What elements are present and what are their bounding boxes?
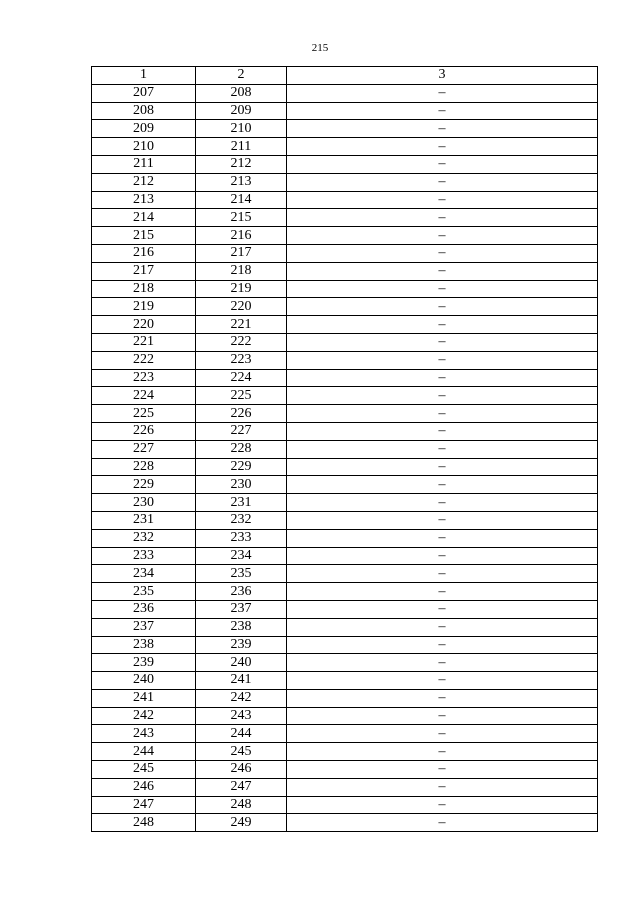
table-cell-col-3: – bbox=[287, 689, 598, 707]
table-cell-col-3: – bbox=[287, 227, 598, 245]
table-row bbox=[92, 600, 598, 618]
table-cell-col-3: – bbox=[287, 636, 598, 654]
table-cell-col-3: – bbox=[287, 209, 598, 227]
table-row bbox=[92, 707, 598, 725]
table-cell-col-2: 247 bbox=[196, 778, 287, 796]
table-cell-col-3: – bbox=[287, 796, 598, 814]
table-cell-col-3: – bbox=[287, 298, 598, 316]
table-cell-col-3: – bbox=[287, 440, 598, 458]
table-row bbox=[92, 333, 598, 351]
table-row bbox=[92, 529, 598, 547]
table-cell-col-2: 246 bbox=[196, 761, 287, 779]
table-row bbox=[92, 583, 598, 601]
table-cell-col-2: 210 bbox=[196, 120, 287, 138]
table-cell-col-3: – bbox=[287, 155, 598, 173]
table-cell-col-1: 221 bbox=[92, 333, 196, 351]
data-table bbox=[91, 66, 598, 832]
table-cell-col-3: – bbox=[287, 547, 598, 565]
table-row bbox=[92, 280, 598, 298]
table-row bbox=[92, 511, 598, 529]
table-cell-col-2: 237 bbox=[196, 600, 287, 618]
table-row bbox=[92, 547, 598, 565]
table-row bbox=[92, 725, 598, 743]
table-cell-col-1: 216 bbox=[92, 244, 196, 262]
table-cell-col-3: – bbox=[287, 173, 598, 191]
table-cell-col-1: 217 bbox=[92, 262, 196, 280]
table-cell-col-3: – bbox=[287, 672, 598, 690]
table-cell-col-2: 240 bbox=[196, 654, 287, 672]
table-cell-col-3: – bbox=[287, 529, 598, 547]
table-cell-col-3: – bbox=[287, 191, 598, 209]
table-cell-col-3: – bbox=[287, 387, 598, 405]
table-cell-col-1: 232 bbox=[92, 529, 196, 547]
table-row bbox=[92, 351, 598, 369]
table-cell-col-1: 234 bbox=[92, 565, 196, 583]
table-cell-col-3: – bbox=[287, 743, 598, 761]
table-cell-col-3: – bbox=[287, 422, 598, 440]
table-cell-col-2: 241 bbox=[196, 672, 287, 690]
table-row bbox=[92, 316, 598, 334]
table-cell-col-3: – bbox=[287, 405, 598, 423]
table-row bbox=[92, 565, 598, 583]
table-cell-col-2: 245 bbox=[196, 743, 287, 761]
table-cell-col-2: 209 bbox=[196, 102, 287, 120]
table-row bbox=[92, 191, 598, 209]
table-row bbox=[92, 244, 598, 262]
table-row bbox=[92, 387, 598, 405]
table-cell-col-2: 217 bbox=[196, 244, 287, 262]
table-cell-col-1: 225 bbox=[92, 405, 196, 423]
table-row bbox=[92, 138, 598, 156]
table-cell-col-1: 229 bbox=[92, 476, 196, 494]
table-cell-col-1: 247 bbox=[92, 796, 196, 814]
table-cell-col-3: – bbox=[287, 725, 598, 743]
table-cell-col-3: – bbox=[287, 84, 598, 102]
table-cell-col-2: 229 bbox=[196, 458, 287, 476]
table-row bbox=[92, 262, 598, 280]
table-row bbox=[92, 743, 598, 761]
header-row bbox=[92, 67, 598, 85]
table-cell-col-3: – bbox=[287, 351, 598, 369]
table-cell-col-1: 236 bbox=[92, 600, 196, 618]
table-cell-col-1: 242 bbox=[92, 707, 196, 725]
table-cell-col-1: 246 bbox=[92, 778, 196, 796]
table-row bbox=[92, 120, 598, 138]
table-cell-col-2: 236 bbox=[196, 583, 287, 601]
table-cell-col-1: 235 bbox=[92, 583, 196, 601]
table-cell-col-1: 211 bbox=[92, 155, 196, 173]
table-cell-col-1: 210 bbox=[92, 138, 196, 156]
table-cell-col-2: 243 bbox=[196, 707, 287, 725]
table-cell-col-2: 225 bbox=[196, 387, 287, 405]
table-cell-col-1: 245 bbox=[92, 761, 196, 779]
table-cell-col-3: – bbox=[287, 814, 598, 832]
table-cell-col-1: 213 bbox=[92, 191, 196, 209]
table-cell-col-2: 220 bbox=[196, 298, 287, 316]
table-cell-col-2: 242 bbox=[196, 689, 287, 707]
table-cell-col-1: 212 bbox=[92, 173, 196, 191]
table-cell-col-3: – bbox=[287, 262, 598, 280]
table-cell-col-2: 234 bbox=[196, 547, 287, 565]
table-row bbox=[92, 155, 598, 173]
table-row bbox=[92, 422, 598, 440]
table-row bbox=[92, 494, 598, 512]
table-row bbox=[92, 796, 598, 814]
table-cell-col-3: – bbox=[287, 761, 598, 779]
table-cell-col-2: 232 bbox=[196, 511, 287, 529]
table-row bbox=[92, 672, 598, 690]
table-cell-col-1: 248 bbox=[92, 814, 196, 832]
table-cell-col-1: 228 bbox=[92, 458, 196, 476]
table-row bbox=[92, 102, 598, 120]
table-cell-col-3: – bbox=[287, 565, 598, 583]
table-cell-col-2: 238 bbox=[196, 618, 287, 636]
table-cell-col-3: – bbox=[287, 333, 598, 351]
table-cell-col-1: 231 bbox=[92, 511, 196, 529]
table-cell-col-2: 211 bbox=[196, 138, 287, 156]
table-row bbox=[92, 654, 598, 672]
table-row bbox=[92, 405, 598, 423]
table-cell-col-2: 221 bbox=[196, 316, 287, 334]
table-cell-col-1: 223 bbox=[92, 369, 196, 387]
table-cell-col-1: 222 bbox=[92, 351, 196, 369]
table-cell-col-3: – bbox=[287, 120, 598, 138]
table-cell-col-2: 219 bbox=[196, 280, 287, 298]
table-cell-col-3: – bbox=[287, 316, 598, 334]
table-cell-col-1: 230 bbox=[92, 494, 196, 512]
table-cell-col-2: 212 bbox=[196, 155, 287, 173]
table-cell-col-3: – bbox=[287, 654, 598, 672]
column-header-1: 1 bbox=[92, 67, 196, 85]
table-cell-col-1: 238 bbox=[92, 636, 196, 654]
table-row bbox=[92, 636, 598, 654]
table-cell-col-1: 208 bbox=[92, 102, 196, 120]
table-row bbox=[92, 618, 598, 636]
table-cell-col-1: 237 bbox=[92, 618, 196, 636]
table-cell-col-3: – bbox=[287, 511, 598, 529]
table-row bbox=[92, 761, 598, 779]
table-cell-col-2: 215 bbox=[196, 209, 287, 227]
column-header-2: 2 bbox=[196, 67, 287, 85]
table-cell-col-3: – bbox=[287, 369, 598, 387]
table-cell-col-1: 239 bbox=[92, 654, 196, 672]
table-cell-col-3: – bbox=[287, 778, 598, 796]
page-number: 215 bbox=[311, 42, 329, 54]
table-cell-col-2: 233 bbox=[196, 529, 287, 547]
table-cell-col-1: 220 bbox=[92, 316, 196, 334]
table-cell-col-1: 241 bbox=[92, 689, 196, 707]
table-cell-col-2: 214 bbox=[196, 191, 287, 209]
table-cell-col-1: 243 bbox=[92, 725, 196, 743]
table-cell-col-1: 207 bbox=[92, 84, 196, 102]
table-row bbox=[92, 209, 598, 227]
table-cell-col-1: 214 bbox=[92, 209, 196, 227]
table-cell-col-2: 228 bbox=[196, 440, 287, 458]
table-cell-col-3: – bbox=[287, 707, 598, 725]
table-cell-col-2: 223 bbox=[196, 351, 287, 369]
table-cell-col-2: 239 bbox=[196, 636, 287, 654]
table-row bbox=[92, 369, 598, 387]
table-cell-col-3: – bbox=[287, 494, 598, 512]
table-cell-col-2: 248 bbox=[196, 796, 287, 814]
table-cell-col-2: 226 bbox=[196, 405, 287, 423]
table-row bbox=[92, 298, 598, 316]
table-cell-col-3: – bbox=[287, 618, 598, 636]
table-cell-col-2: 231 bbox=[196, 494, 287, 512]
table-cell-col-1: 227 bbox=[92, 440, 196, 458]
table-cell-col-2: 227 bbox=[196, 422, 287, 440]
table-cell-col-2: 208 bbox=[196, 84, 287, 102]
table-row bbox=[92, 458, 598, 476]
table-cell-col-1: 218 bbox=[92, 280, 196, 298]
table-cell-col-3: – bbox=[287, 600, 598, 618]
table-cell-col-1: 233 bbox=[92, 547, 196, 565]
table-cell-col-2: 222 bbox=[196, 333, 287, 351]
table-body bbox=[92, 84, 598, 831]
table-cell-col-1: 215 bbox=[92, 227, 196, 245]
table-cell-col-2: 218 bbox=[196, 262, 287, 280]
table-cell-col-1: 219 bbox=[92, 298, 196, 316]
table-cell-col-1: 244 bbox=[92, 743, 196, 761]
table-cell-col-1: 224 bbox=[92, 387, 196, 405]
table-cell-col-2: 213 bbox=[196, 173, 287, 191]
table-cell-col-2: 235 bbox=[196, 565, 287, 583]
table-cell-col-3: – bbox=[287, 280, 598, 298]
table-row bbox=[92, 440, 598, 458]
table-row bbox=[92, 689, 598, 707]
table-row bbox=[92, 814, 598, 832]
table-row bbox=[92, 84, 598, 102]
table-cell-col-1: 209 bbox=[92, 120, 196, 138]
table-cell-col-1: 240 bbox=[92, 672, 196, 690]
table-cell-col-3: – bbox=[287, 476, 598, 494]
table-row bbox=[92, 173, 598, 191]
table-cell-col-2: 230 bbox=[196, 476, 287, 494]
table-row bbox=[92, 476, 598, 494]
column-header-3: 3 bbox=[287, 67, 598, 85]
table-cell-col-3: – bbox=[287, 458, 598, 476]
table-cell-col-3: – bbox=[287, 102, 598, 120]
table-cell-col-3: – bbox=[287, 138, 598, 156]
table-row bbox=[92, 778, 598, 796]
table-cell-col-3: – bbox=[287, 583, 598, 601]
table-row bbox=[92, 227, 598, 245]
table-cell-col-1: 226 bbox=[92, 422, 196, 440]
table-cell-col-2: 249 bbox=[196, 814, 287, 832]
table-cell-col-3: – bbox=[287, 244, 598, 262]
table-cell-col-2: 216 bbox=[196, 227, 287, 245]
table-cell-col-2: 244 bbox=[196, 725, 287, 743]
table-cell-col-2: 224 bbox=[196, 369, 287, 387]
